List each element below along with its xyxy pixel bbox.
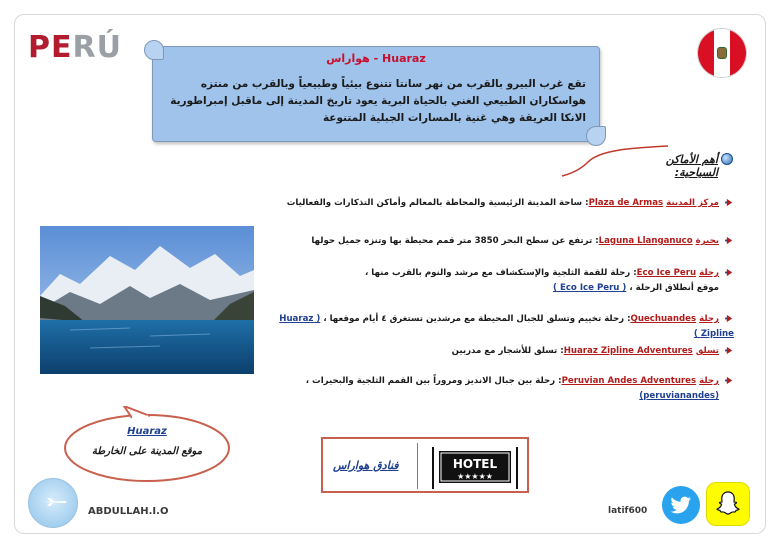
item-name[interactable]: Huaraz Zipline Adventures bbox=[563, 346, 693, 356]
item-text: : ترتفع عن سطح البحر 3850 متر قمم محيطة بها وتنزه جميل حولها bbox=[311, 236, 599, 246]
arrow-bullet-icon bbox=[725, 376, 734, 385]
item-text: : تسلق للأشجار مع مدربين bbox=[451, 346, 564, 356]
list-item bbox=[268, 196, 734, 211]
peru-flag-icon bbox=[697, 28, 747, 78]
hotels-box[interactable] bbox=[321, 437, 529, 493]
arrow-bullet-icon bbox=[725, 268, 734, 277]
item-name[interactable]: Eco Ice Peru bbox=[636, 268, 697, 278]
item-text: : رحلة للقمة الثلجية والإستكشاف مع مرشد والنوم بالقرب منها ، bbox=[365, 268, 637, 278]
list-item bbox=[268, 312, 734, 342]
list-item bbox=[268, 266, 734, 296]
arrow-bullet-icon bbox=[725, 314, 734, 323]
item-text: : رحلة تخييم وتسلق للجبال المحيطة مع مرشدين تستغرق ٤ أيام موقعها ، bbox=[323, 314, 631, 324]
twitter-icon[interactable] bbox=[662, 486, 700, 524]
item-name[interactable]: Plaza de Armas bbox=[588, 198, 664, 208]
item-category: مركز المدينة bbox=[666, 198, 719, 208]
item-text: : ساحة المدينة الرئيسية والمحاطة بالمعالم وأماكن التذكارات والفعاليات bbox=[286, 198, 589, 208]
author-logo bbox=[28, 478, 78, 528]
item-text: : رحلة بين جبال الانديز ومروراً بين القمم الثلجية والبحيرات ، bbox=[305, 376, 562, 386]
bubble-subtitle: موقع المدينة على الخارطة bbox=[91, 446, 203, 457]
map-location-bubble[interactable] bbox=[62, 406, 232, 484]
list-item bbox=[268, 374, 734, 404]
arrow-bullet-icon bbox=[725, 236, 734, 245]
item-category: بحيرة bbox=[695, 236, 719, 246]
hotels-label[interactable]: فنادق هواراس bbox=[333, 459, 399, 472]
item-name[interactable]: Quechuandes bbox=[630, 314, 697, 324]
item-link[interactable]: ( Eco Ice Peru ) bbox=[553, 283, 627, 293]
item-link[interactable]: ( Huaraz Zipline ) bbox=[279, 314, 734, 339]
hotel-sign-text: HOTEL bbox=[452, 457, 498, 471]
author-name: ABDULLAH.I.O bbox=[88, 506, 169, 517]
item-category: رحلة bbox=[699, 314, 719, 324]
list-item bbox=[268, 234, 734, 249]
item-category: رحلة bbox=[699, 268, 719, 278]
item-category: تسلق bbox=[695, 346, 719, 356]
section-bullet-icon bbox=[721, 153, 733, 165]
lake-mountain-photo bbox=[40, 226, 254, 374]
item-name[interactable]: Laguna Llanganuco bbox=[598, 236, 693, 246]
arrow-bullet-icon bbox=[725, 198, 734, 207]
item-text-line2: موقع أنطلاق الرحلة ، bbox=[629, 283, 719, 293]
arrow-bullet-icon bbox=[725, 346, 734, 355]
bubble-title: Huaraz bbox=[127, 426, 167, 437]
intro-banner bbox=[144, 40, 606, 146]
item-name[interactable]: Peruvian Andes Adventures bbox=[561, 376, 697, 386]
brand-logo-part-1: PE bbox=[28, 30, 73, 65]
item-category: رحلة bbox=[699, 376, 719, 386]
snapchat-icon[interactable] bbox=[706, 482, 750, 526]
airplane-icon bbox=[41, 497, 67, 507]
brand-logo bbox=[28, 30, 122, 65]
list-item bbox=[268, 344, 734, 359]
intro-paragraph: تقع غرب البيرو بالقرب من نهر سانتا تتنوع بيئياً وطبيعياً وبالقرب من منتزه هواسكاران الطبيعي الغني بالحياة البرية يعود تاريخ المدينة إلى ماقبل إمبراطورية الانكا العريقة وهي غنية بالمسارات الجبلية المتنوعة bbox=[170, 78, 586, 124]
section-heading: أهم الأماكن السياحية: bbox=[665, 153, 718, 179]
intro-title: هواراس - Huaraz bbox=[326, 52, 426, 65]
hotel-sign-stars: ★★★★★ bbox=[457, 472, 493, 481]
hotel-sign-icon bbox=[427, 445, 523, 489]
brand-logo-part-2: RÚ bbox=[72, 30, 122, 65]
social-handle[interactable]: latif600 bbox=[608, 506, 648, 516]
item-link[interactable]: (peruvianandes) bbox=[639, 391, 719, 401]
